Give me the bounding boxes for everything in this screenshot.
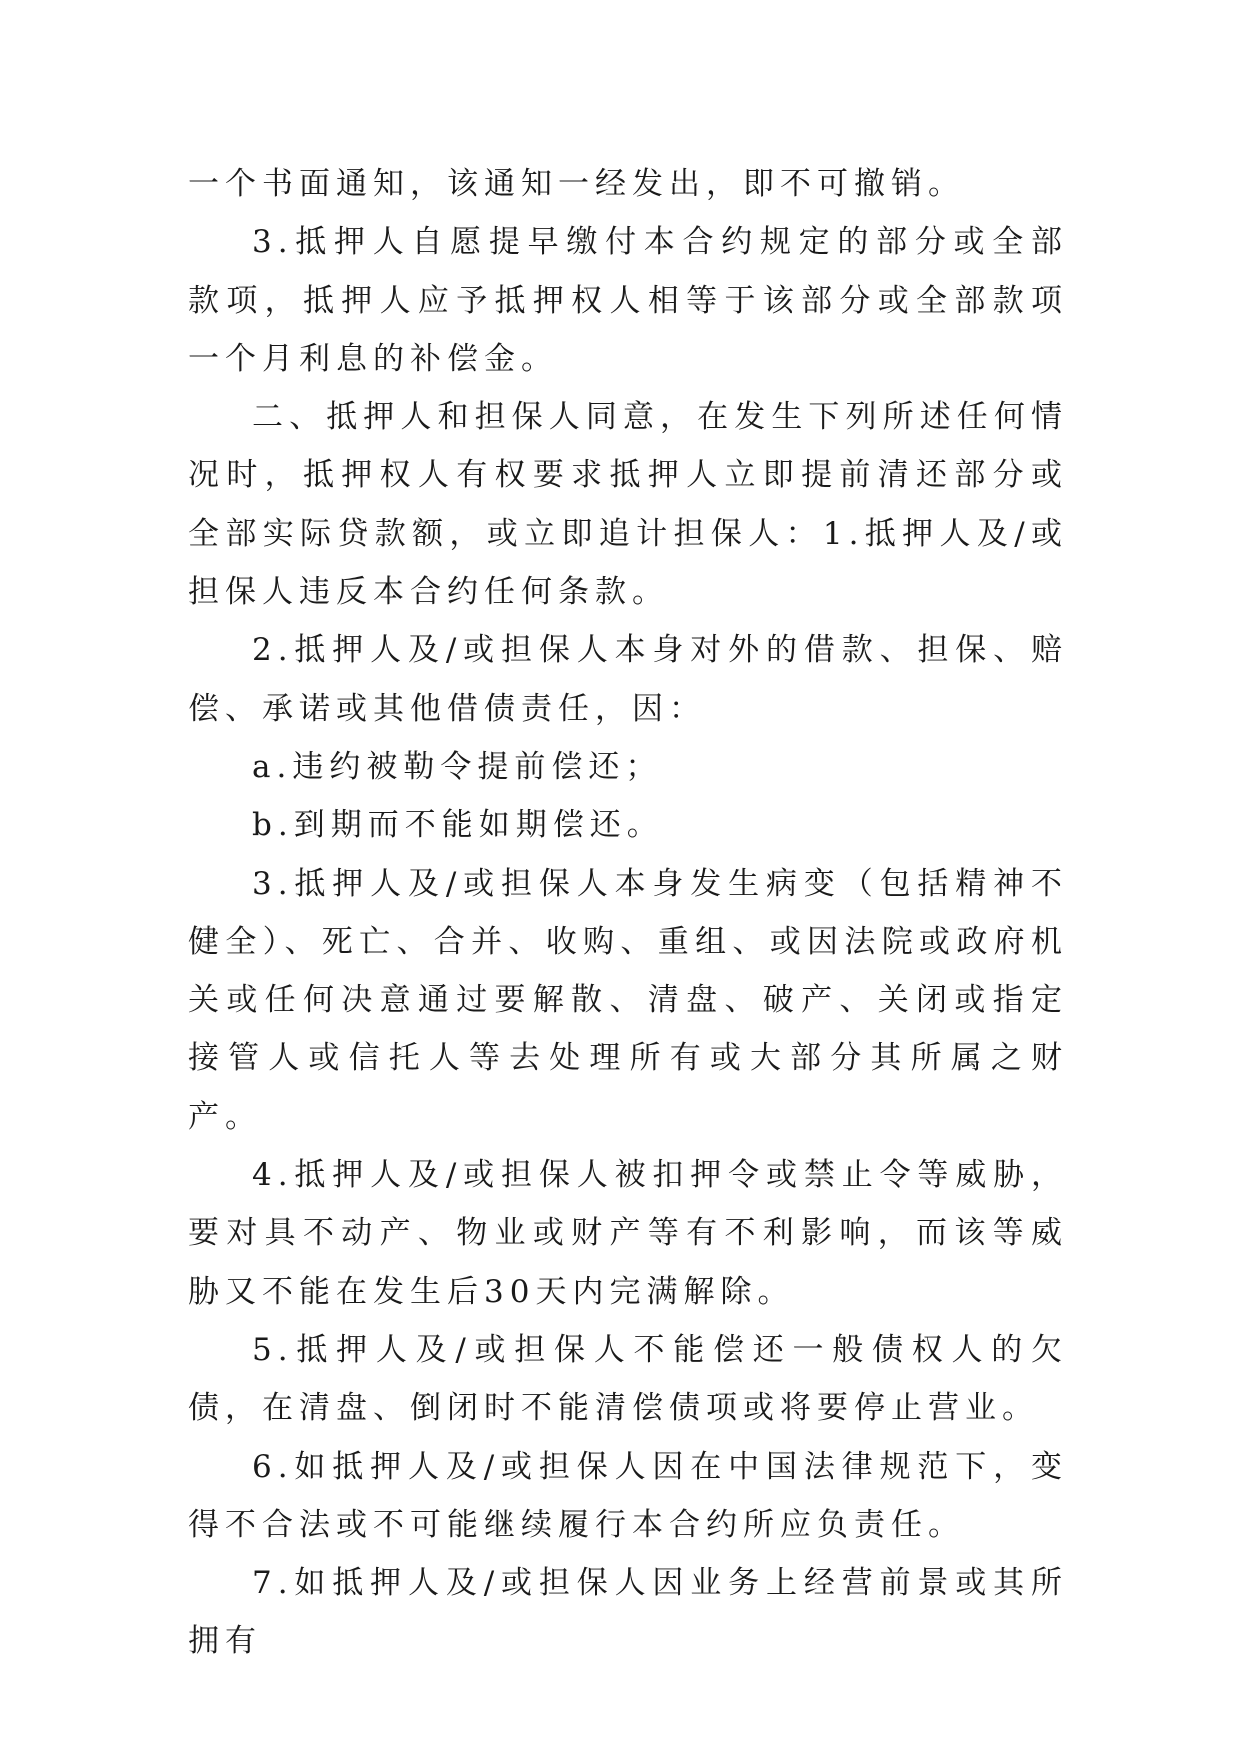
- paragraph-item-3: 3.抵押人及/或担保人本身发生病变（包括精神不健全）、死亡、合并、收购、重组、或因法院或政府机关或任何决意通过要解散、清盘、破产、关闭或指定接管人或信托人等去处理所有或大部分其所属之财产。: [188, 865, 1068, 1135]
- paragraph-item-5: 5.抵押人及/或担保人不能偿还一般债权人的欠债，在清盘、倒闭时不能清偿债项或将要停止营业。: [188, 1331, 1068, 1427]
- paragraph-item-2b: b.到期而不能如期偿还。: [252, 807, 664, 844]
- paragraph-early-payment: 3.抵押人自愿提早缴付本合约规定的部分或全部款项，抵押人应予抵押权人相等于该部分或全部款项一个月利息的补偿金。: [188, 224, 1068, 377]
- document-body: [188, 155, 1068, 1671]
- paragraph-item-6: 6.如抵押人及/或担保人因在中国法律规范下，变得不合法或不可能继续履行本合约所应负责任。: [188, 1448, 1068, 1543]
- paragraph-item-2: 2.抵押人及/或担保人本身对外的借款、担保、赔偿、承诺或其他借债责任，因：: [188, 632, 1068, 727]
- paragraph-item-2a: a.违约被勒令提前偿还；: [252, 748, 663, 785]
- paragraph-item-4: 4.抵押人及/或担保人被扣押令或禁止令等威胁，要对具不动产、物业或财产等有不利影响，而该等威胁又不能在发生后30天内完满解除。: [188, 1157, 1068, 1310]
- paragraph-item-7: 7.如抵押人及/或担保人因业务上经营前景或其所拥有: [188, 1565, 1068, 1660]
- paragraph-section-two: 二、抵押人和担保人同意，在发生下列所述任何情况时，抵押权人有权要求抵押人立即提前清还部分或全部实际贷款额，或立即追计担保人：1.抵押人及/或担保人违反本合约任何条款。: [188, 399, 1068, 611]
- paragraph-notice-continuation: 一个书面通知，该通知一经发出，即不可撤销。: [188, 166, 965, 202]
